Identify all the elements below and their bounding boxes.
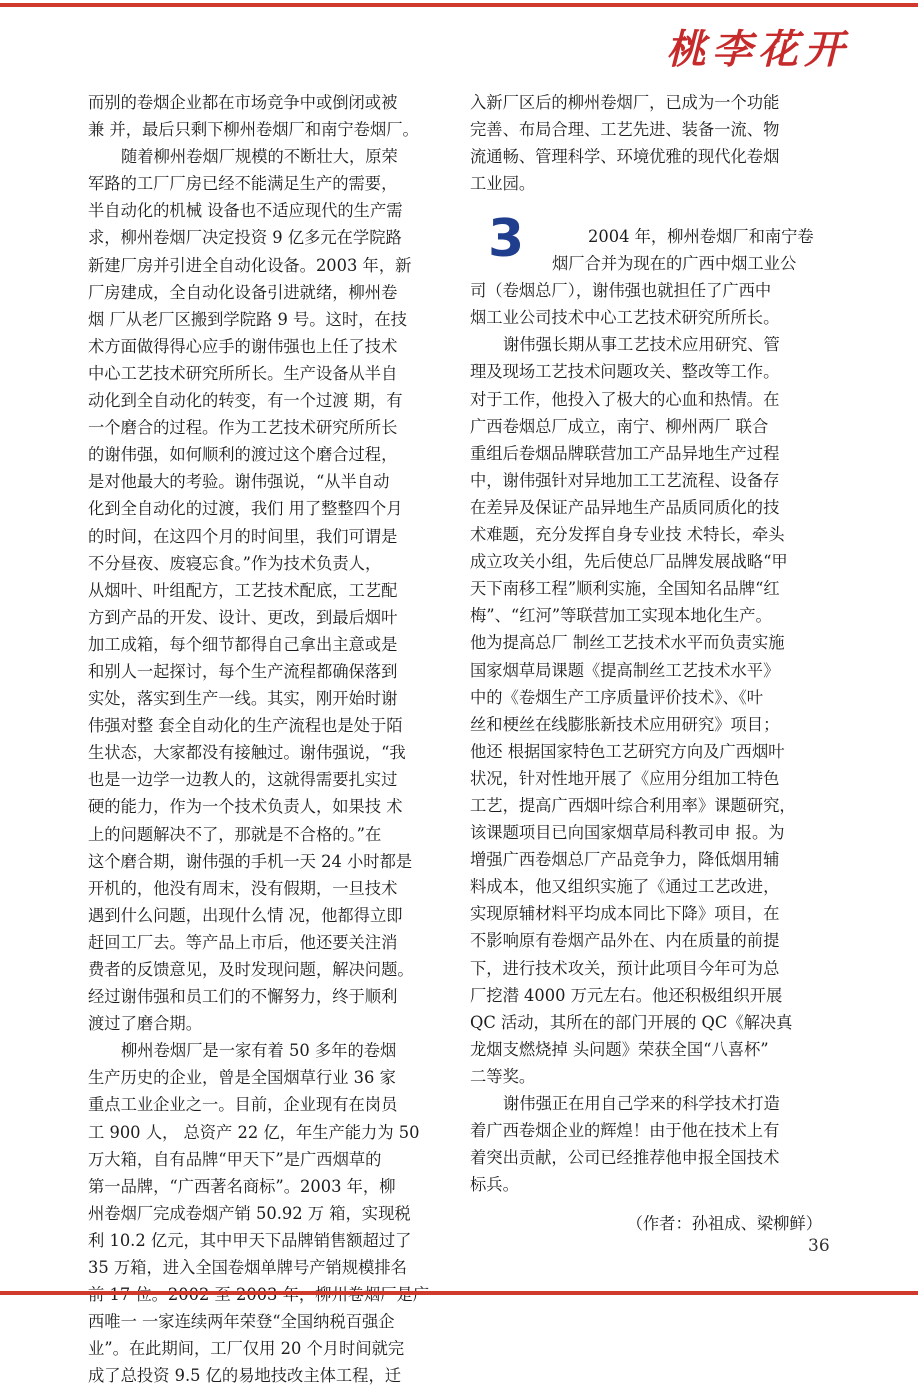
text-line: 中心工艺技术研究所所长。生产设备从半自 xyxy=(88,363,398,383)
text-line: 这个磨合期，谢伟强的手机一天 24 小时都是 xyxy=(88,851,413,871)
text-line: 生状态，大家都没有接触过。谢伟强说，“我 xyxy=(88,743,406,763)
section-title: 桃李花开 xyxy=(666,26,850,73)
text-line: QC 活动，其所在的部门开展的 QC《解决真 xyxy=(470,1012,793,1032)
text-line: 不影响原有卷烟产品外在、内在质量的前提 xyxy=(470,931,780,951)
paragraph-start-line: 随着柳州卷烟厂规模的不断壮大，原荣 xyxy=(121,147,398,167)
text-line: 第一品牌，“广西著名商标”。2003 年，柳 xyxy=(88,1176,396,1196)
text-line: 增强广西卷烟总厂产品竞争力，降低烟用辅 xyxy=(470,850,780,870)
section-3-opening xyxy=(470,197,830,331)
text-line: 化到全自动化的过渡，我们 用了整整四个月 xyxy=(88,499,403,519)
text-line: 完善、布局合理、工艺先进、装备一流、物 xyxy=(470,120,780,140)
text-line: 工业园。 xyxy=(470,174,536,194)
text-line: 业”。在此期间，工厂仅用 20 个月时间就完 xyxy=(88,1339,405,1359)
text-line: 二等奖。 xyxy=(470,1066,536,1086)
text-line: 的谢伟强，如何顺利的渡过这个磨合过程， xyxy=(88,445,398,465)
text-line: 万大箱，自有品牌“甲天下”是广西烟草的 xyxy=(88,1149,382,1169)
text-line: 国家烟草局课题《提高制丝工艺技术水平》 xyxy=(470,660,780,680)
text-line: 在差异及保证产品异地生产品质同质化的技 xyxy=(470,497,780,517)
text-line: 从烟叶、叶组配方，工艺技术配底，工艺配 xyxy=(88,580,398,600)
text-line: 而别的卷烟企业都在市场竞争中或倒闭或被 xyxy=(88,93,398,112)
top-rule xyxy=(0,3,918,7)
text-line: 料成本，他又组织实施了《通过工艺改进， xyxy=(470,877,780,897)
text-line: 术方面做得得心应手的谢伟强也上任了技术 xyxy=(88,336,398,356)
text-line: 该课题项目已向国家烟草局科教司申 报。为 xyxy=(470,823,785,843)
text-line: 硬的能力，作为一个技术负责人，如果技 术 xyxy=(88,797,403,817)
text-line: 厂房建成，全自动化设备引进就绪，柳州卷 xyxy=(88,282,398,302)
text-line: 广西卷烟总厂成立，南宁、柳州两厂 联合 xyxy=(470,416,769,436)
text-line: 新建厂房并引进全自动化设备。2003 年，新 xyxy=(88,255,412,275)
text-line: 生产历史的企业，曾是全国烟草行业 36 家 xyxy=(88,1068,396,1088)
paragraph-start-line: 谢伟强长期从事工艺技术应用研究、管 xyxy=(503,335,780,355)
text-line: 烟 厂从老厂区搬到学院路 9 号。这时，在技 xyxy=(88,309,407,329)
text-line: 对于工作，他投入了极大的心血和热情。在 xyxy=(470,389,780,409)
text-line: 他为提高总厂 制丝工艺技术水平而负责实施 xyxy=(470,633,785,653)
bottom-rule xyxy=(0,1291,918,1295)
text-line: 中的《卷烟生产工序质量评价技术》、《叶 xyxy=(470,687,764,707)
text-line: 司（卷烟总厂），谢伟强也就担任了广西中 xyxy=(470,281,772,301)
text-line: 天下南移工程”顺利实施，全国知名品牌“红 xyxy=(470,579,780,599)
text-line: 入新厂区后的柳州卷烟厂，已成为一个功能 xyxy=(470,93,780,112)
text-line: 标兵。 xyxy=(470,1175,519,1195)
text-line: 伟强对整 套全自动化的生产流程也是处于陌 xyxy=(88,716,403,736)
text-line: 术难题，充分发挥自身专业技 术特长，牵头 xyxy=(470,525,785,545)
text-line: 方到产品的开发、设计、更改，到最后烟叶 xyxy=(88,607,398,627)
text-line: 2004 年，柳州卷烟厂和南宁卷 xyxy=(588,227,814,247)
text-line: 求，柳州卷烟厂决定投资 9 亿多元在学院路 xyxy=(88,228,402,248)
text-line: 费者的反馈意见，及时发现问题，解决问题。 xyxy=(88,960,414,979)
text-line: 的时间，在这四个月的时间里，我们可谓是 xyxy=(88,526,398,546)
text-line: 35 万箱，进入全国卷烟单牌号产销规模排名 xyxy=(88,1258,407,1278)
text-line: 理及现场工艺技术问题攻关、整改等工作。 xyxy=(470,362,780,382)
text-line: 丝和梗丝在线膨胀新技术应用研究》项目； xyxy=(470,714,780,734)
text-line: 也是一边学一边教人的，这就得需要扎实过 xyxy=(88,770,398,790)
paragraph-start-line: 柳州卷烟厂是一家有着 50 多年的卷烟 xyxy=(121,1041,397,1061)
text-line: 利 10.2 亿元，其中甲天下品牌销售额超过了 xyxy=(88,1230,412,1250)
text-line: 西唯一 一家连续两年荣登“全国纳税百强企 xyxy=(88,1312,395,1332)
right-column xyxy=(470,89,830,1237)
left-column xyxy=(88,89,448,1390)
text-line: 着广西卷烟企业的辉煌！由于他在技术上有 xyxy=(470,1121,780,1141)
text-line: 军路的工厂厂房已经不能满足生产的需要， xyxy=(88,174,398,194)
text-line: 一个磨合的过程。作为工艺技术研究所所长 xyxy=(88,418,398,438)
text-line: 中，谢伟强针对异地加工工艺流程、设备存 xyxy=(470,470,780,490)
text-line: 不分昼夜、废寝忘食。”作为技术负责人， xyxy=(88,553,382,573)
section-number: 3 xyxy=(488,209,525,270)
text-line: 渡过了磨合期。 xyxy=(88,1014,202,1034)
text-line: 重组后卷烟品牌联营加工产品异地生产过程 xyxy=(470,443,780,463)
text-line: 州卷烟厂完成卷烟产销 50.92 万 箱，实现税 xyxy=(88,1203,411,1223)
text-line: 工艺，提高广西烟叶综合利用率》课题研究， xyxy=(470,795,796,815)
text-line: 下，进行技术攻关，预计此项目今年可为总 xyxy=(470,958,780,978)
text-line: 开机的，他没有周末，没有假期，一旦技术 xyxy=(88,878,398,898)
text-line: 梅”、“红河”等联营加工实现本地化生产。 xyxy=(470,606,772,626)
text-line: 流通畅、管理科学、环境优雅的现代化卷烟 xyxy=(470,147,780,167)
text-line: 龙烟支燃烧掉 头问题》荣获全国“八喜杯” xyxy=(470,1039,769,1059)
text-line: 重点工业企业之一。目前，企业现有在岗员 xyxy=(88,1095,398,1115)
text-line: 烟厂合并为现在的广西中烟工业公 xyxy=(552,254,797,274)
text-line: 着突出贡献，公司已经推荐他申报全国技术 xyxy=(470,1148,780,1168)
text-line: 厂挖潜 4000 万元左右。他还积极组织开展 xyxy=(470,985,783,1005)
text-line: 状况，针对性地开展了《应用分组加工特色 xyxy=(470,768,780,788)
text-line: 实现原辅材料平均成本同比下降》项目，在 xyxy=(470,904,780,924)
page-number: 36 xyxy=(808,1236,830,1256)
text-line: 动化到全自动化的转变，有一个过渡 期，有 xyxy=(88,391,403,411)
spacer xyxy=(470,1198,830,1210)
text-line: 烟工业公司技术中心工艺技术研究所所长。 xyxy=(470,308,780,328)
text-line: 赶回工厂去。等产品上市后，他还要关注消 xyxy=(88,932,398,952)
paragraph-start-line: 谢伟强正在用自己学来的科学技术打造 xyxy=(503,1094,780,1113)
text-line: 成了总投资 9.5 亿的易地技改主体工程，迁 xyxy=(88,1366,402,1386)
text-line: 和别人一起探讨，每个生产流程都确保落到 xyxy=(88,661,398,681)
text-line: 实处，落实到生产一线。其实，刚开始时谢 xyxy=(88,689,398,709)
text-line: 加工成箱，每个细节都得自己拿出主意或是 xyxy=(88,634,398,654)
text-line: 是对他最大的考验。谢伟强说，“从半自动 xyxy=(88,472,390,492)
text-line: 兼 并，最后只剩下柳州卷烟厂和南宁卷烟厂。 xyxy=(88,120,419,140)
text-line: 上的问题解决不了，那就是不合格的。”在 xyxy=(88,824,382,844)
text-line: 遇到什么问题，出现什么情 况，他都得立即 xyxy=(88,905,403,925)
text-line: 经过谢伟强和员工们的不懈努力，终于顺利 xyxy=(88,987,398,1007)
text-line: 工 900 人， 总资产 22 亿，年生产能力为 50 xyxy=(88,1122,420,1142)
author-byline: （作者：孙祖成、梁柳鲜） xyxy=(626,1214,822,1234)
text-line: 成立攻关小组，先后使总厂品牌发展战略“甲 xyxy=(470,552,788,572)
text-line: 他还 根据国家特色工艺研究方向及广西烟叶 xyxy=(470,741,785,761)
text-line: 半自动化的机械 设备也不适应现代的生产需 xyxy=(88,201,403,221)
